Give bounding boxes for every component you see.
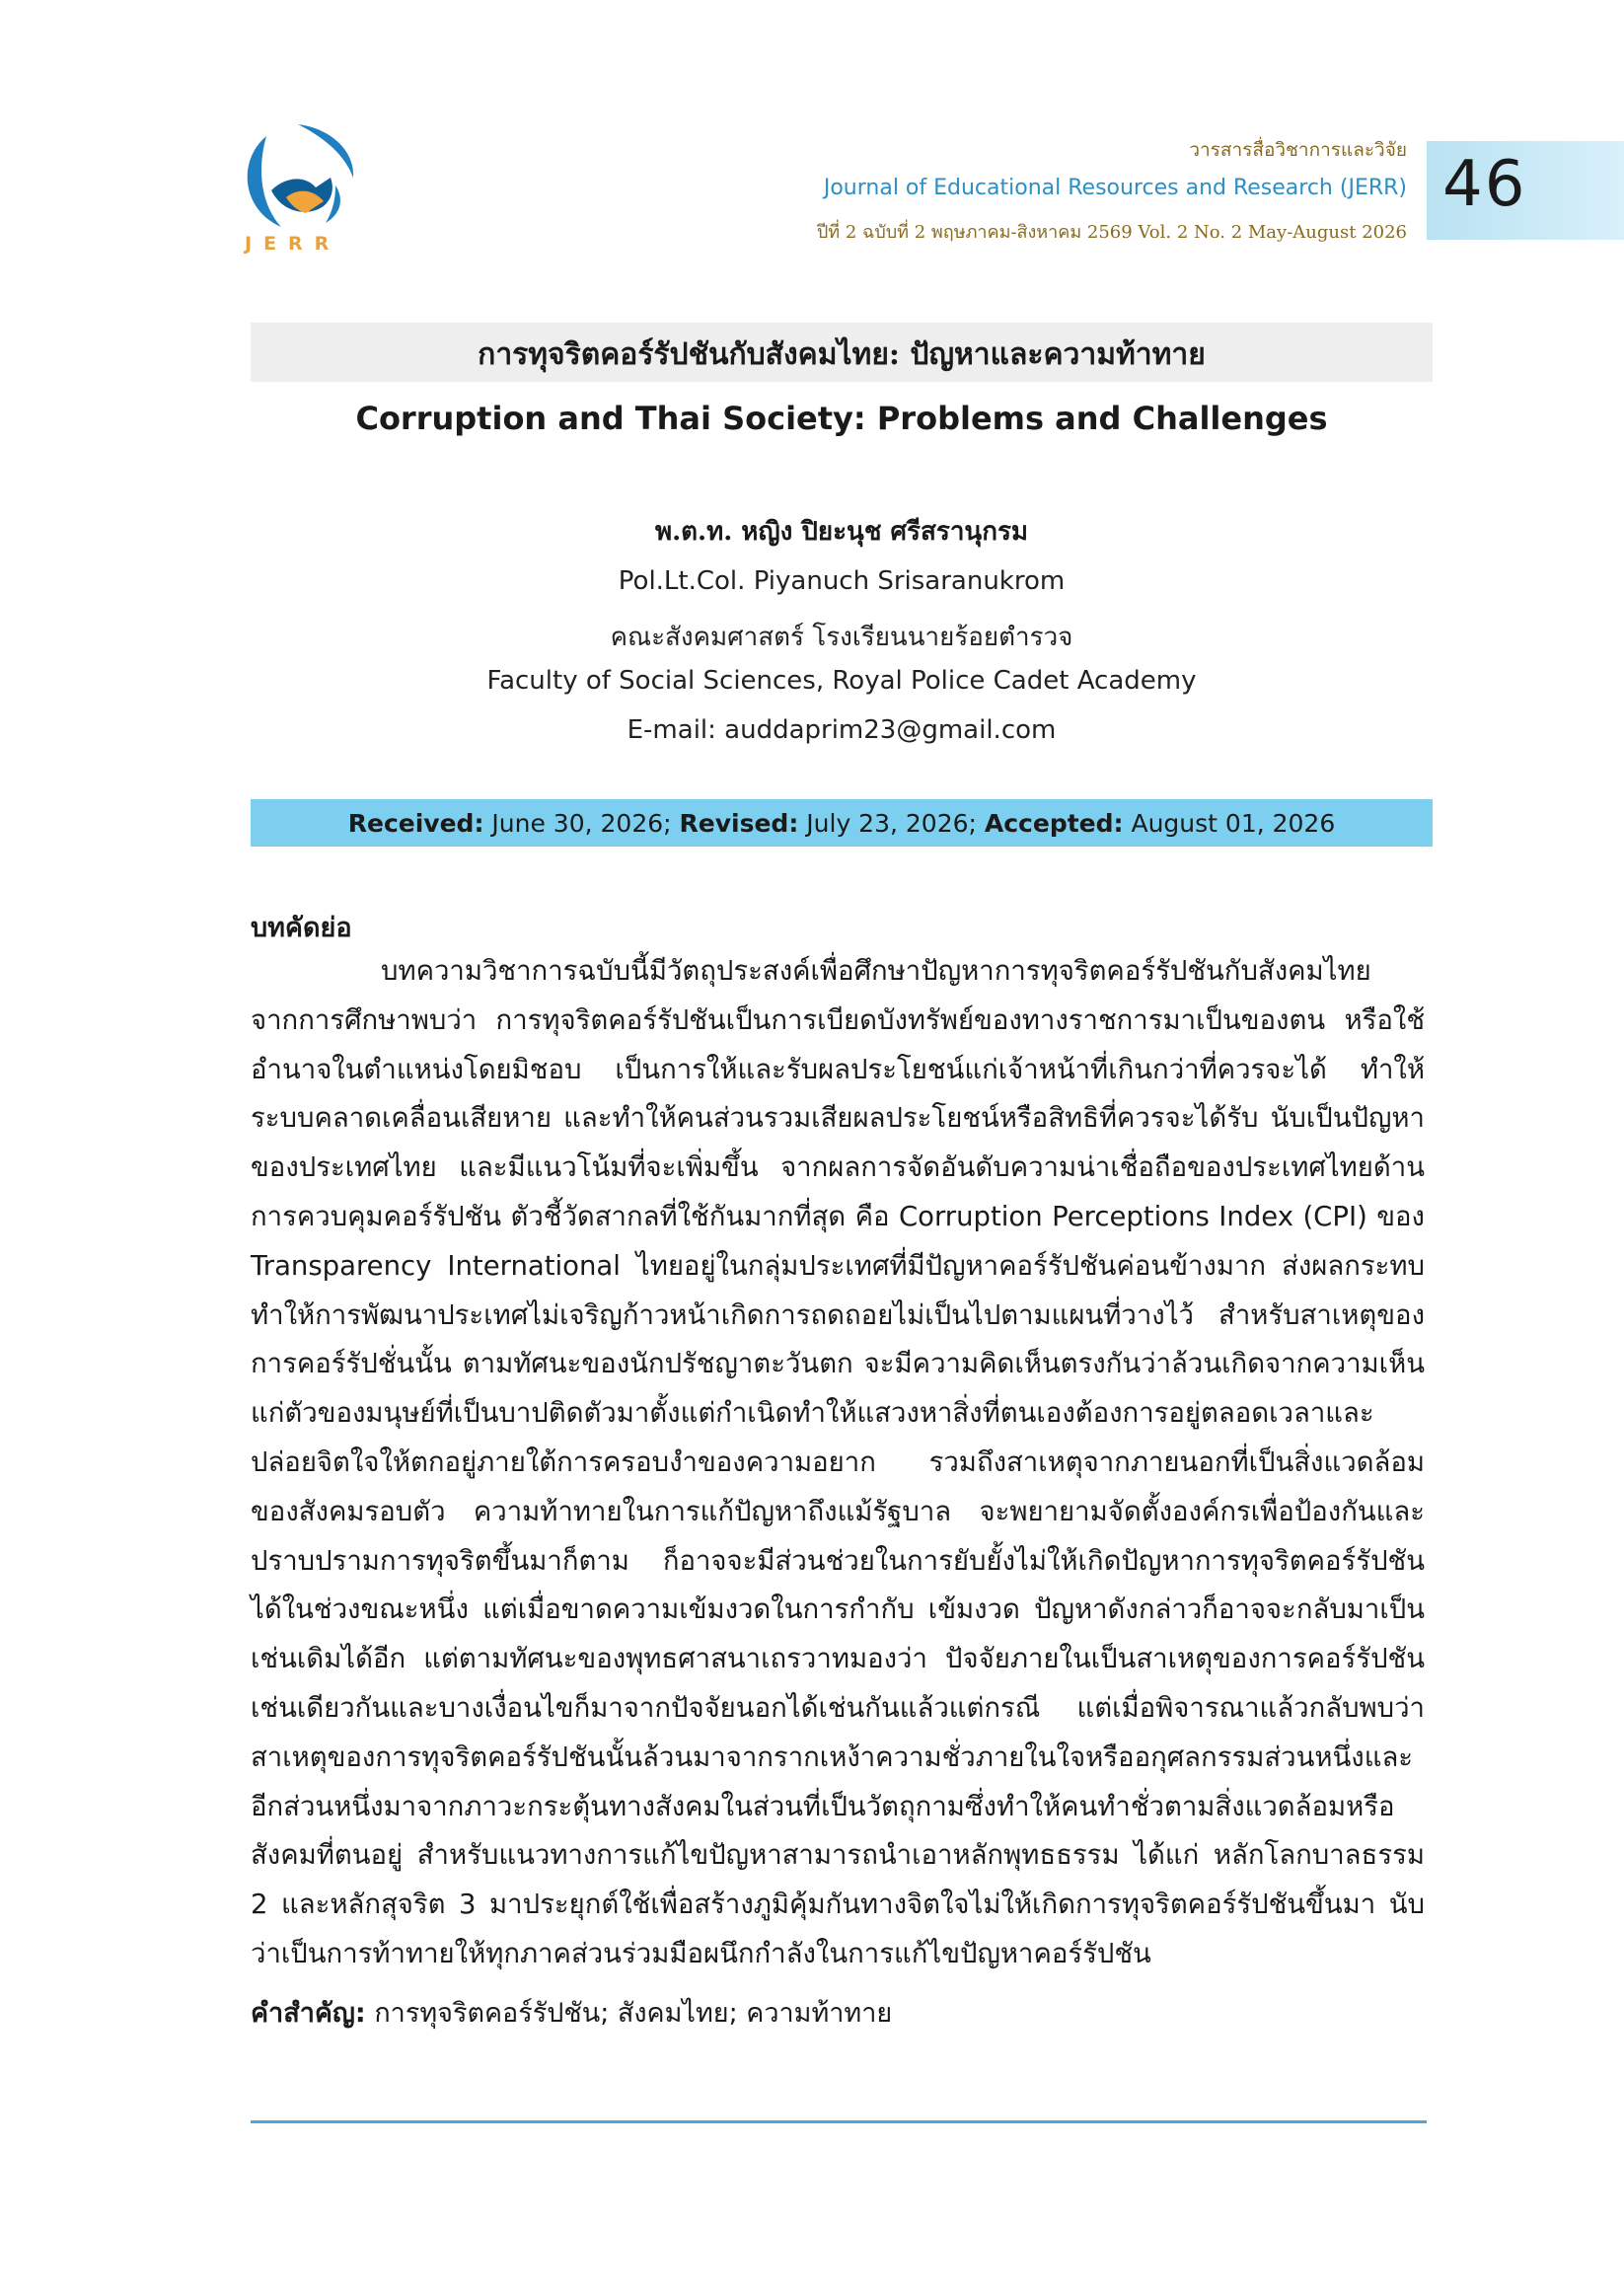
keywords-text: การทุจริตคอร์รัปชัน; สังคมไทย; ความท้าทาย	[374, 1998, 893, 2029]
article-title-en: Corruption and Thai Society: Problems and Challenges	[355, 400, 1328, 437]
journal-title-en: Journal of Educational Resources and Research (JERR)	[823, 176, 1407, 200]
journal-title-th: วารสารสื่อวิชาการและวิจัย	[1189, 139, 1407, 161]
article-title-th: การทุจริตคอร์รัปชันกับสังคมไทย: ปัญหาและความท้าทาย	[478, 337, 1206, 372]
affiliation-en: Faculty of Social Sciences, Royal Police Cadet Academy	[486, 666, 1197, 696]
article-dates	[251, 809, 1433, 838]
footer-divider	[251, 2120, 1427, 2123]
author-name-en: Pol.Lt.Col. Piyanuch Srisaranukrom	[618, 566, 1066, 596]
accepted-label: Accepted:	[984, 809, 1124, 838]
revised-date: July 23, 2026;	[806, 809, 977, 838]
affiliation-th: คณะสังคมศาสตร์ โรงเรียนนายร้อยตำรวจ	[610, 623, 1073, 652]
revised-label: Revised:	[679, 809, 799, 838]
keywords-label: คำสำคัญ:	[251, 1998, 366, 2029]
logo-text: JERR	[245, 233, 341, 255]
abstract-heading: บทคัดย่อ	[251, 913, 352, 943]
received-label: Received:	[347, 809, 484, 838]
author-name-th: พ.ต.ท. หญิง ปิยะนุช ศรีสรานุกรม	[654, 517, 1029, 547]
keywords	[251, 1991, 892, 2034]
journal-issue: ปีที่ 2 ฉบับที่ 2 พฤษภาคม-สิงหาคม 2569 Vol. 2 No. 2 May-August 2026	[816, 222, 1407, 243]
logo-emblem-icon	[237, 116, 365, 245]
author-email: E-mail: auddaprim23@gmail.com	[627, 715, 1057, 745]
accepted-date: August 01, 2026	[1131, 809, 1336, 838]
received-date: June 30, 2026;	[491, 809, 672, 838]
page-number: 46	[1442, 148, 1527, 221]
abstract-body: บทความวิชาการฉบับนี้มีวัตถุประสงค์เพื่อศึกษาปัญหาการทุจริตคอร์รัปชันกับสังคมไทย จากการศึกษาพบว่า การทุจริตคอร์รัปชันเป็นการเบียดบังทรัพย์ของทางราชการมาเป็นของตน หรือใช้อำนาจในตำแหน่งโดยมิชอบ เป็นการให้และรับผลประโยชน์แก่เจ้าหน้าที่เกินกว่าที่ควรจะได้ ทำให้ระบบคลาดเคลื่อนเสียหาย และทำให้คนส่วนรวมเสียผลประโยชน์หรือสิทธิที่ควรจะได้รับ นับเป็นปัญหาของประเทศไทย และมีแนวโน้มที่จะเพิ่มขึ้น จากผลการจัดอันดับความน่าเชื่อถือของประเทศไทยด้านการควบคุมคอร์รัปชัน ตัวชี้วัดสากลที่ใช้กันมากที่สุด คือ Corruption Perceptions Index (CPI) ของ Transparency International ไทยอยู่ในกลุ่มประเทศที่มีปัญหาคอร์รัปชันค่อนข้างมาก ส่งผลกระทบทำให้การพัฒนาประเทศไม่เจริญก้าวหน้าเกิดการถดถอยไม่เป็นไปตามแผนที่วางไว้ สำหรับสาเหตุของการคอร์รัปชั่นนั้น ตามทัศนะของนักปรัชญาตะวันตก จะมีความคิดเห็นตรงกันว่าล้วนเกิดจากความเห็นแก่ตัวของมนุษย์ที่เป็นบาปติดตัวมาตั้งแต่กำเนิดทำให้แสวงหาสิ่งที่ตนเองต้องการอยู่ตลอดเวลาและปล่อยจิตใจให้ตกอยู่ภายใต้การครอบงำของความอยาก รวมถึงสาเหตุจากภายนอกที่เป็นสิ่งแวดล้อมของสังคมรอบตัว ความท้าทายในการแก้ปัญหาถึงแม้รัฐบาล จะพยายามจัดตั้งองค์กรเพื่อป้องกันและปราบปรามการทุจริตขึ้นมาก็ตาม ก็อาจจะมีส่วนช่วยในการยับยั้งไม่ให้เกิดปัญหาการทุจริตคอร์รัปชันได้ในช่วงขณะหนึ่ง แต่เมื่อขาดความเข้มงวดในการกำกับ เข้มงวด ปัญหาดังกล่าวก็อาจจะกลับมาเป็นเช่นเดิมได้อีก แต่ตามทัศนะของพุทธศาสนาเถรวาทมองว่า ปัจจัยภายในเป็นสาเหตุของการคอร์รัปชันเช่นเดียวกันและบางเงื่อนไขก็มาจากปัจจัยนอกได้เช่นกันแล้วแต่กรณี แต่เมื่อพิจารณาแล้วกลับพบว่าสาเหตุของการทุจริตคอร์รัปชันนั้นล้วนมาจากรากเหง้าความชั่วภายในใจหรืออกุศลกรรมส่วนหนึ่งและอีกส่วนหนึ่งมาจากภาวะกระตุ้นทางสังคมในส่วนที่เป็นวัตถุกามซึ่งทำให้คนทำชั่วตามสิ่งแวดล้อมหรือสังคมที่ตนอยู่ สำหรับแนวทางการแก้ไขปัญหาสามารถนำเอาหลักพุทธธรรม ได้แก่ หลักโลกบาลธรรม 2 และหลักสุจริต 3 มาประยุกต์ใช้เพื่อสร้างภูมิคุ้มกันทางจิตใจไม่ให้เกิดการทุจริตคอร์รัปชันขึ้นมา นับว่าเป็นการท้าทายให้ทุกภาคส่วนร่วมมือผนึกกำลังในการแก้ไขปัญหาคอร์รัปชัน	[251, 955, 1425, 1969]
